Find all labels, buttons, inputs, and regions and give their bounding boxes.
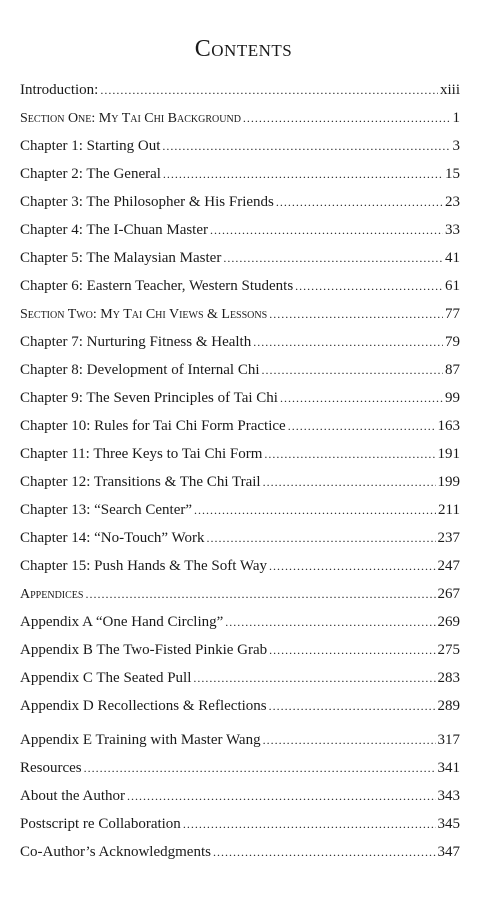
toc-entry — [20, 328, 460, 356]
toc-entry-page-number: 341 — [437, 760, 460, 776]
dot-leader — [269, 300, 443, 328]
toc-entry-page-number: 347 — [437, 844, 460, 860]
dot-leader — [288, 412, 436, 440]
toc-entry — [20, 552, 460, 580]
dot-leader — [183, 810, 436, 838]
toc-entry — [20, 300, 460, 328]
toc-entry-page-number: 79 — [445, 334, 460, 350]
dot-leader — [84, 754, 436, 782]
toc-entry-page-number: 61 — [445, 278, 460, 294]
toc-entry — [20, 216, 460, 244]
toc-entry-label: Chapter 6: Eastern Teacher, Western Students — [20, 278, 294, 294]
toc-entry-page-number: 317 — [437, 732, 460, 748]
toc-entry-label: Section Two: My Tai Chi Views & Lessons — [20, 307, 268, 322]
toc-entry — [20, 726, 460, 754]
toc-entry-label: Co-Author’s Acknowledgments — [20, 844, 211, 860]
dot-leader — [223, 244, 443, 272]
toc-entry-page-number: 269 — [437, 614, 460, 630]
toc-entry-page-number: 23 — [445, 194, 460, 210]
dot-leader — [263, 468, 436, 496]
dot-leader — [276, 188, 443, 216]
toc-entry-label: Section One: My Tai Chi Background — [20, 111, 241, 126]
dot-leader — [243, 104, 451, 132]
toc-entry-label: Resources — [20, 760, 82, 776]
toc-entry-label: Appendix C The Seated Pull — [20, 670, 192, 686]
toc-entry-page-number: 199 — [437, 474, 460, 490]
toc-entry-page-number: 163 — [437, 418, 460, 434]
toc-entry-page-number: 33 — [445, 222, 460, 238]
dot-leader — [225, 608, 435, 636]
toc-entry-page-number: 283 — [437, 670, 460, 686]
toc-entry-label: Chapter 9: The Seven Principles of Tai Chi — [20, 390, 278, 406]
toc-entry — [20, 468, 460, 496]
dot-leader — [213, 838, 436, 866]
dot-leader — [264, 440, 435, 468]
toc-entry — [20, 76, 460, 104]
toc-entry-page-number: 267 — [437, 586, 460, 602]
toc-entry — [20, 496, 460, 524]
toc-entry-page-number: 247 — [437, 558, 460, 574]
toc-entry-label: Appendix E Training with Master Wang — [20, 732, 261, 748]
toc-entry-label: Appendix B The Two-Fisted Pinkie Grab — [20, 642, 268, 658]
toc-entry-page-number: 1 — [452, 110, 460, 126]
toc-entry-page-number: 237 — [437, 530, 460, 546]
toc-entry-page-number: 87 — [445, 362, 460, 378]
toc-entry-page-number: 289 — [437, 698, 460, 714]
toc-entry-label: Chapter 3: The Philosopher & His Friends — [20, 194, 274, 210]
toc-entry-page-number: 99 — [445, 390, 460, 406]
toc-entry — [20, 244, 460, 272]
dot-leader — [127, 782, 436, 810]
toc-entry — [20, 524, 460, 552]
toc-entry-page-number: 275 — [437, 642, 460, 658]
toc-entry — [20, 810, 460, 838]
dot-leader — [162, 132, 450, 160]
toc-entry-label: Introduction: — [20, 82, 99, 98]
dot-leader — [262, 356, 443, 384]
toc-entry-label: Postscript re Collaboration — [20, 816, 181, 832]
toc-entry-label: Chapter 11: Three Keys to Tai Chi Form — [20, 446, 263, 462]
toc-entry — [20, 160, 460, 188]
toc-entry — [20, 132, 460, 160]
toc-entry — [20, 272, 460, 300]
toc-entry-label: About the Author — [20, 788, 125, 804]
toc-entry-page-number: 345 — [437, 816, 460, 832]
dot-leader — [295, 272, 443, 300]
dot-leader — [193, 664, 435, 692]
toc-entry-page-number: 41 — [445, 250, 460, 266]
toc-entry-page-number: 77 — [445, 306, 460, 322]
toc-entry-label: Chapter 13: “Search Center” — [20, 502, 193, 518]
toc-entry-page-number: xiii — [439, 82, 460, 98]
toc-entry-label: Chapter 1: Starting Out — [20, 138, 161, 154]
toc-entry-label: Chapter 4: The I-Chuan Master — [20, 222, 209, 238]
toc-entry-page-number: 343 — [437, 788, 460, 804]
toc-entry-label: Chapter 14: “No-Touch” Work — [20, 530, 205, 546]
toc-entry — [20, 188, 460, 216]
dot-leader — [85, 580, 435, 608]
toc-entry — [20, 636, 460, 664]
toc-entry — [20, 692, 460, 720]
toc-entry — [20, 104, 460, 132]
toc-entry — [20, 664, 460, 692]
toc-entry-page-number: 3 — [452, 138, 460, 154]
toc-entry — [20, 782, 460, 810]
toc-entry-page-number: 15 — [445, 166, 460, 182]
page-title: Contents — [194, 36, 293, 62]
dot-leader — [269, 552, 436, 580]
toc-entry — [20, 356, 460, 384]
dot-leader — [163, 160, 443, 188]
toc-entry-label: Appendix A “One Hand Circling” — [20, 614, 224, 630]
toc-entry — [20, 384, 460, 412]
toc-entry — [20, 608, 460, 636]
toc-entry-label: Chapter 12: Transitions & The Chi Trail — [20, 474, 261, 490]
dot-leader — [253, 328, 443, 356]
toc-entry-label: Chapter 15: Push Hands & The Soft Way — [20, 558, 267, 574]
toc-entry — [20, 440, 460, 468]
dot-leader — [269, 636, 435, 664]
dot-leader — [100, 76, 438, 104]
toc-entry-label: Chapter 10: Rules for Tai Chi Form Practice — [20, 418, 286, 434]
dot-leader — [263, 726, 436, 754]
toc-entry — [20, 412, 460, 440]
dot-leader — [210, 216, 443, 244]
dot-leader — [280, 384, 443, 412]
toc-entry-label: Chapter 7: Nurturing Fitness & Health — [20, 334, 252, 350]
toc-entry-label: Chapter 8: Development of Internal Chi — [20, 362, 260, 378]
dot-leader — [269, 692, 436, 720]
toc-entry-label: Chapter 2: The General — [20, 166, 161, 182]
toc-entry-page-number: 191 — [437, 446, 460, 462]
toc-entry — [20, 754, 460, 782]
toc-entry-label: Appendices — [20, 587, 84, 602]
dot-leader — [194, 496, 436, 524]
toc-entry — [20, 838, 460, 866]
toc-entry-page-number: 211 — [438, 502, 460, 518]
toc-entry-label: Appendix D Recollections & Reflections — [20, 698, 267, 714]
toc-entry-label: Chapter 5: The Malaysian Master — [20, 250, 222, 266]
toc-entry — [20, 580, 460, 608]
table-of-contents — [20, 76, 460, 866]
dot-leader — [207, 524, 436, 552]
